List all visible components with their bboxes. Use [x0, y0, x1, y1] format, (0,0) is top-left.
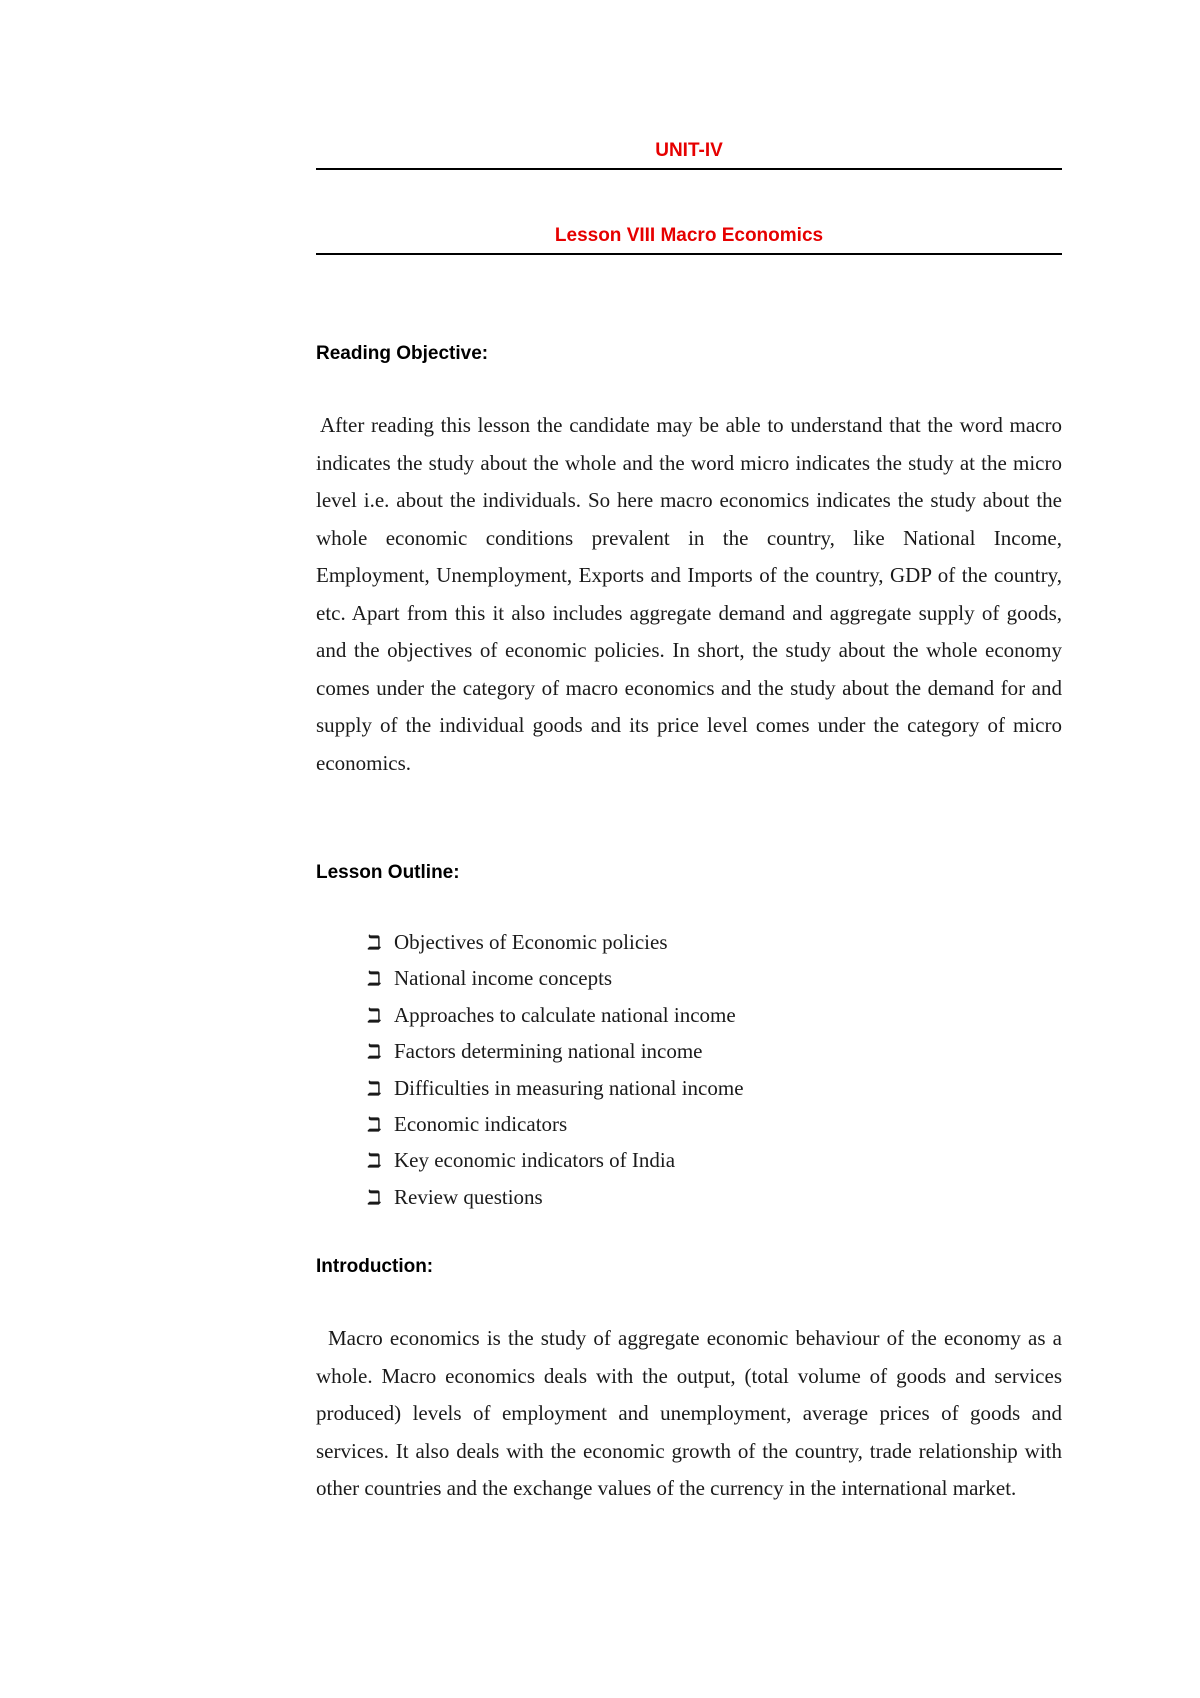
bullet-icon: ℶ	[368, 1113, 381, 1136]
outline-item	[368, 1106, 744, 1142]
bullet-icon: ℶ	[368, 1041, 381, 1064]
outline-item	[368, 924, 744, 960]
lesson-divider	[316, 253, 1062, 255]
outline-item-label: Economic indicators	[394, 1111, 568, 1136]
bullet-icon: ℶ	[368, 932, 381, 954]
bullet-icon: ℶ	[368, 1186, 381, 1209]
outline-item	[368, 1033, 744, 1069]
bullet-icon: ℶ	[368, 1077, 381, 1100]
introduction-title: Introduction:	[316, 1256, 434, 1277]
outline-item-label: Difficulties in measuring national income	[394, 1075, 744, 1100]
outline-item-label: National income concepts	[394, 966, 613, 991]
bullet-icon: ℶ	[368, 1150, 381, 1173]
lesson-heading: Lesson VIII Macro Economics	[554, 225, 824, 246]
bullet-icon: ℶ	[368, 1004, 381, 1027]
outline-item	[368, 1179, 744, 1215]
outline-item-label: Review questions	[394, 1184, 543, 1209]
document-page	[316, 0, 1062, 1698]
bullet-icon: ℶ	[368, 968, 381, 991]
outline-item-label: Factors determining national income	[394, 1039, 703, 1064]
reading-objective-text: After reading this lesson the candidate may be able to understand that the word macro indicates the study about the whole and the word micro indicates the study at the micro level i.e. about the individuals. So here macro economics indicates the study about the whole economic conditions prevalent in the country, like National Income, Employment, Unemployment, Exports and Imports of the country, GDP of the country, etc. Apart from this it also includes aggregate demand and aggregate supply of goods, and the objectives of economic policies. In short, the study about the whole economy comes under the category of macro economics and the study about the demand for and supply of the individual goods and its price level comes under the category of micro economics.	[316, 413, 1062, 775]
introduction-text: Macro economics is the study of aggregate economic behaviour of the economy as a whole. Macro economics deals with the output, (total volume of goods and services produced) levels of employment and unemployment, average prices of goods and services. It also deals with the economic growth of the country, trade relationship with other countries and the exchange values of the currency in the international market.	[316, 1326, 1062, 1500]
outline-item	[368, 1070, 744, 1106]
outline-item-label: Objectives of Economic policies	[394, 930, 668, 954]
lesson-outline-list	[368, 924, 744, 1215]
outline-item	[368, 1142, 744, 1178]
outline-item	[368, 960, 744, 996]
outline-item	[368, 997, 744, 1033]
reading-objective-title: Reading Objective:	[316, 343, 489, 364]
unit-heading: UNIT-IV	[655, 140, 723, 161]
unit-divider	[316, 168, 1062, 170]
outline-item-label: Key economic indicators of India	[394, 1148, 676, 1173]
lesson-outline-title: Lesson Outline:	[316, 862, 460, 883]
outline-item-label: Approaches to calculate national income	[394, 1002, 736, 1027]
